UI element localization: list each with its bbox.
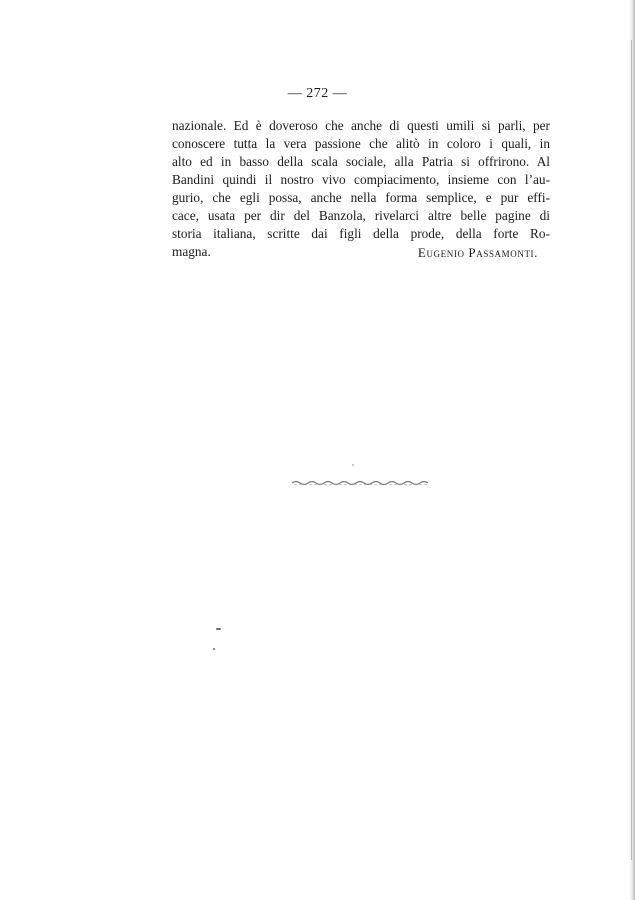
text-line: conoscere tutta la vera passione che alitò in coloro i quali, in xyxy=(172,136,550,151)
text-line: magna. xyxy=(172,244,211,259)
page-number: — 272 — xyxy=(287,86,348,101)
paper-speck xyxy=(352,464,354,466)
page-edge-shadow xyxy=(629,0,635,900)
text-line: nazionale. Ed è doveroso che anche di questi umili si parli, per xyxy=(172,118,550,133)
text-line: cace, usata per dir del Banzola, rivelarci altre belle pagine di xyxy=(172,208,550,223)
ornament-divider xyxy=(290,479,432,487)
paper-speck xyxy=(216,628,221,630)
paper-speck xyxy=(213,648,215,650)
text-line: Bandini quindi il nostro vivo compiacimento, insieme con l’au- xyxy=(172,172,550,187)
page-edge-line xyxy=(631,40,632,860)
text-line: gurio, che egli possa, anche nella forma semplice, e pur effi- xyxy=(172,190,550,205)
author-signature: Eugenio Passamonti. xyxy=(417,245,538,260)
text-line: storia italiana, scritte dai figli della prode, della forte Ro- xyxy=(172,226,550,241)
text-line: alto ed in basso della scala sociale, alla Patria si offrirono. Al xyxy=(172,154,550,169)
body-paragraph xyxy=(172,117,550,261)
